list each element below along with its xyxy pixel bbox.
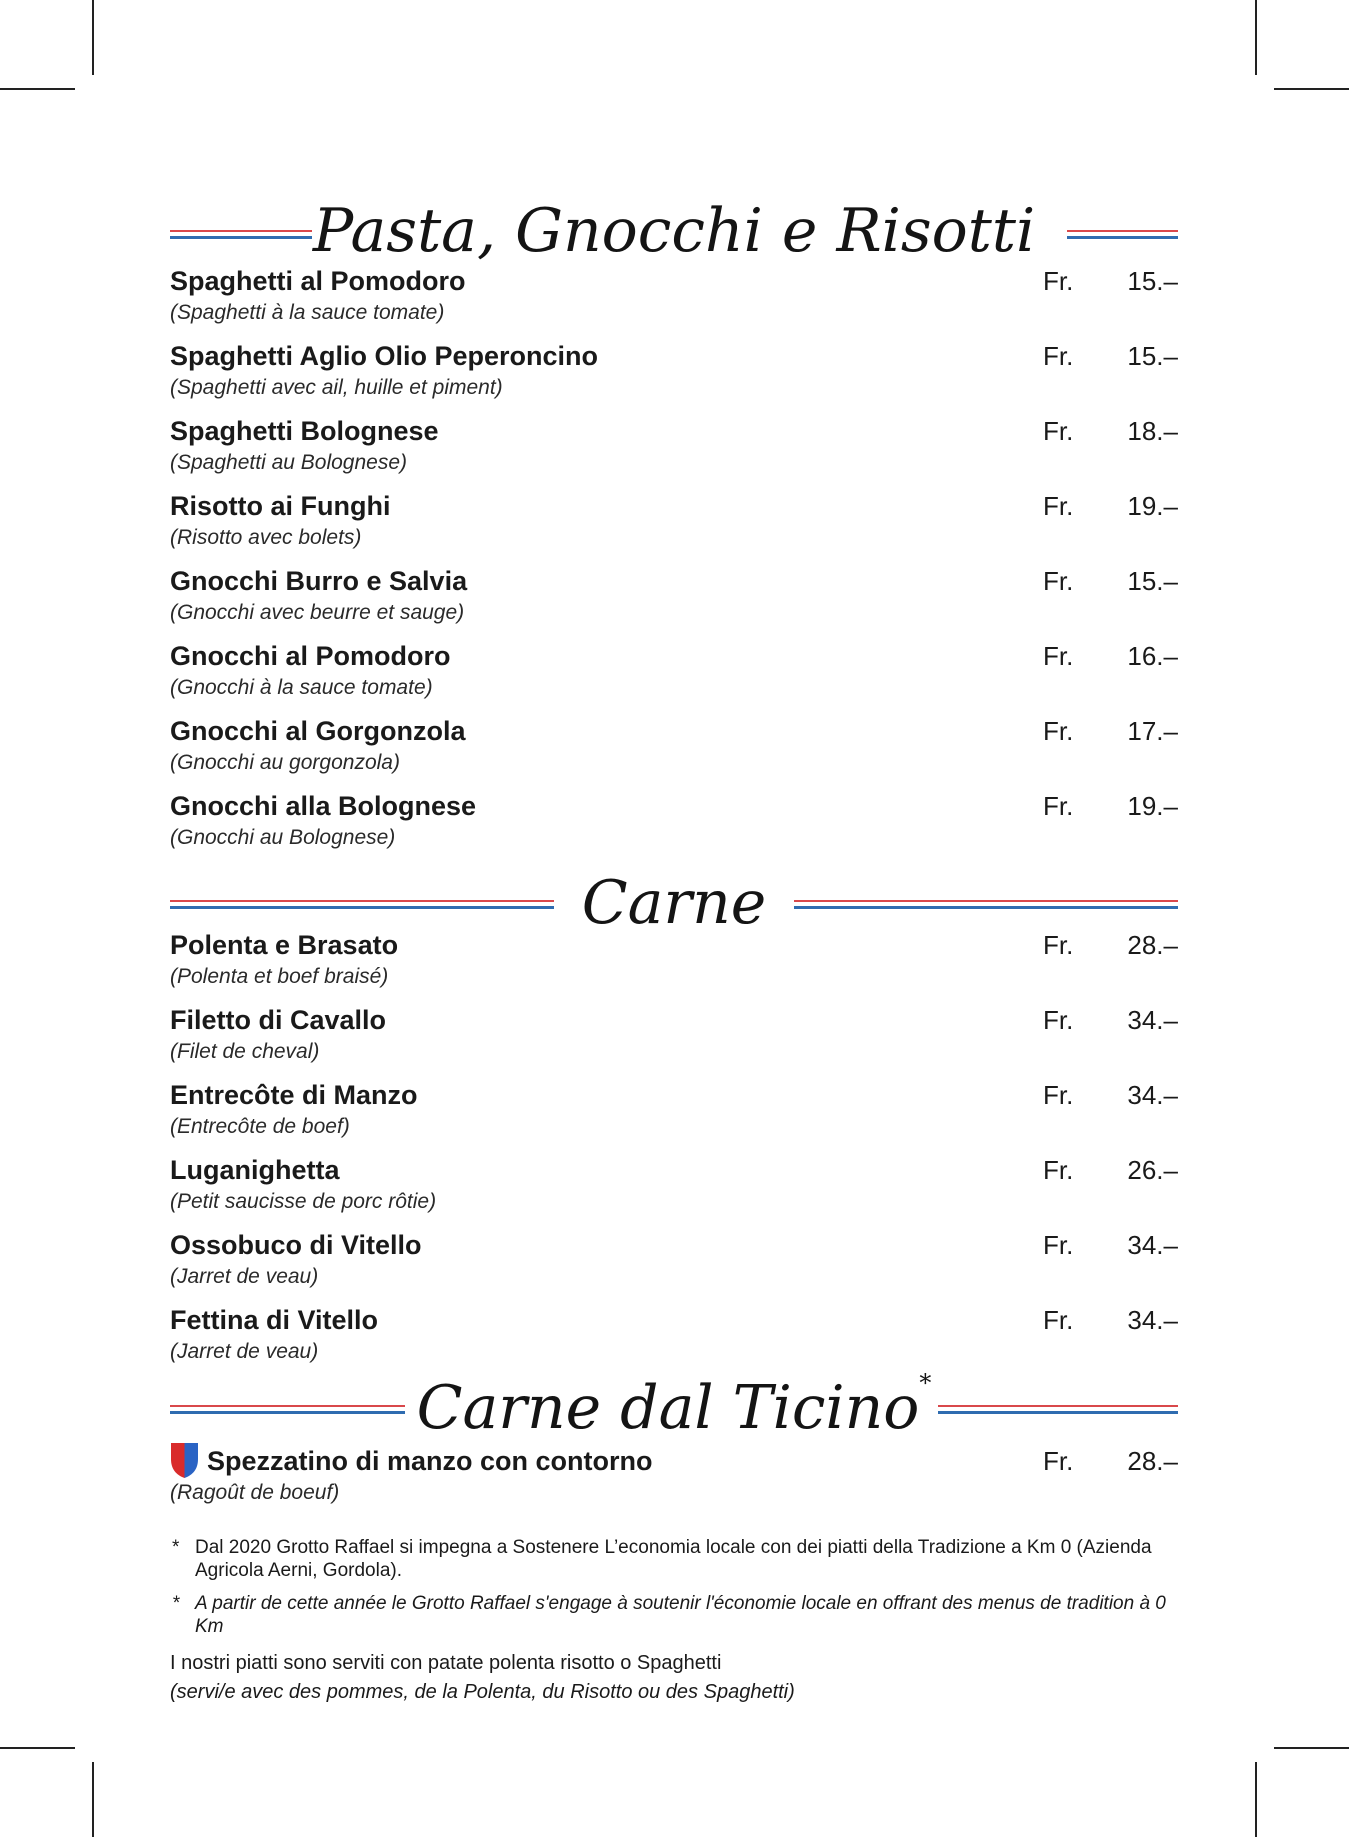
crop-mark xyxy=(92,1762,94,1837)
crop-mark xyxy=(1274,1747,1349,1749)
item-currency: Fr. xyxy=(1043,266,1074,296)
menu-item xyxy=(170,1153,1178,1223)
footnote-mark: * xyxy=(172,1537,180,1558)
crop-mark xyxy=(1274,88,1349,90)
item-price: 15.– xyxy=(1127,566,1178,596)
item-description: (Entrecôte de boef) xyxy=(170,1115,350,1138)
crop-mark xyxy=(0,88,75,90)
item-description: (Gnocchi à la sauce tomate) xyxy=(170,676,433,699)
item-currency: Fr. xyxy=(1043,1305,1074,1335)
item-price: 34.– xyxy=(1127,1230,1178,1260)
item-description: (Risotto avec bolets) xyxy=(170,526,362,549)
menu-item xyxy=(170,1078,1178,1148)
menu-item xyxy=(170,928,1178,998)
item-currency: Fr. xyxy=(1043,791,1074,821)
crop-mark xyxy=(1255,1762,1257,1837)
item-description: (Spaghetti à la sauce tomate) xyxy=(170,301,445,324)
section-title-mark: * xyxy=(919,1369,932,1397)
footer-line: I nostri piatti sono serviti con patate polenta risotto o Spaghetti xyxy=(170,1652,722,1674)
item-name: Entrecôte di Manzo xyxy=(170,1080,418,1110)
item-price: 18.– xyxy=(1127,416,1178,446)
item-price: 26.– xyxy=(1127,1155,1178,1185)
menu-item xyxy=(170,1440,1178,1510)
item-name: Ossobuco di Vitello xyxy=(170,1230,422,1260)
item-name: Spaghetti Aglio Olio Peperoncino xyxy=(170,341,599,371)
item-name: Filetto di Cavallo xyxy=(170,1005,387,1035)
crop-mark xyxy=(92,0,94,75)
item-description: (Polenta et boef braisé) xyxy=(170,965,389,988)
item-price: 34.– xyxy=(1127,1305,1178,1335)
item-price: 34.– xyxy=(1127,1080,1178,1110)
item-currency: Fr. xyxy=(1043,491,1074,521)
menu-item xyxy=(170,339,1178,409)
item-currency: Fr. xyxy=(1043,341,1074,371)
item-currency: Fr. xyxy=(1043,416,1074,446)
item-price: 16.– xyxy=(1127,641,1178,671)
item-price: 15.– xyxy=(1127,266,1178,296)
section-title: Carne xyxy=(581,868,767,938)
ticino-shield-icon xyxy=(170,1442,199,1480)
item-price: 19.– xyxy=(1127,491,1178,521)
item-currency: Fr. xyxy=(1043,566,1074,596)
item-price: 15.– xyxy=(1127,341,1178,371)
item-name: Gnocchi alla Bolognese xyxy=(170,791,477,821)
item-name: Gnocchi Burro e Salvia xyxy=(170,566,468,596)
item-description: (Jarret de veau) xyxy=(170,1265,319,1288)
item-name: Risotto ai Funghi xyxy=(170,491,391,521)
item-currency: Fr. xyxy=(1043,930,1074,960)
item-name: Gnocchi al Gorgonzola xyxy=(170,716,466,746)
item-price: 17.– xyxy=(1127,716,1178,746)
item-price: 34.– xyxy=(1127,1005,1178,1035)
menu-item xyxy=(170,564,1178,634)
footer-line-translation: (servi/e avec des pommes, de la Polenta, du Risotto ou des Spaghetti) xyxy=(170,1681,795,1703)
item-price: 28.– xyxy=(1127,930,1178,960)
item-currency: Fr. xyxy=(1043,1230,1074,1260)
item-name: Gnocchi al Pomodoro xyxy=(170,641,451,671)
footnote-text: A partir de cette année le Grotto Raffael s'engage à soutenir l'économie locale en offrant des menus de tradition à 0 Km xyxy=(195,1593,1166,1637)
menu-item xyxy=(170,1228,1178,1298)
item-name: Polenta e Brasato xyxy=(170,930,399,960)
footnote-mark: * xyxy=(172,1593,180,1614)
section-title: Pasta, Gnocchi e Risotti xyxy=(312,196,1036,266)
item-description: (Gnocchi au Bolognese) xyxy=(170,826,396,849)
section-title-text: Carne dal Ticino xyxy=(416,1373,920,1443)
item-currency: Fr. xyxy=(1043,641,1074,671)
item-name: Spaghetti al Pomodoro xyxy=(170,266,466,296)
item-currency: Fr. xyxy=(1043,716,1074,746)
section-header xyxy=(170,186,1178,276)
item-name: Spezzatino di manzo con contorno xyxy=(207,1446,653,1476)
item-description: (Gnocchi au gorgonzola) xyxy=(170,751,400,774)
item-name: Fettina di Vitello xyxy=(170,1305,379,1335)
menu-item xyxy=(170,264,1178,334)
menu-item xyxy=(170,714,1178,784)
item-description: (Spaghetti avec ail, huille et piment) xyxy=(170,376,503,399)
footnote-text: Dal 2020 Grotto Raffael si impegna a Sostenere L’economia locale con dei piatti della Tradizione a Km 0 (Azienda Agricola Aerni, Gordola). xyxy=(195,1537,1152,1581)
item-currency: Fr. xyxy=(1043,1005,1074,1035)
item-description: (Petit saucisse de porc rôtie) xyxy=(170,1190,437,1213)
menu-item xyxy=(170,639,1178,709)
item-name: Spaghetti Bolognese xyxy=(170,416,439,446)
item-currency: Fr. xyxy=(1043,1155,1074,1185)
menu-item xyxy=(170,1003,1178,1073)
menu-item xyxy=(170,789,1178,859)
item-description: (Ragoût de boeuf) xyxy=(170,1481,340,1504)
crop-mark xyxy=(1255,0,1257,75)
menu-item xyxy=(170,489,1178,559)
item-description: (Spaghetti au Bolognese) xyxy=(170,451,407,474)
item-description: (Filet de cheval) xyxy=(170,1040,320,1063)
menu-item xyxy=(170,414,1178,484)
item-description: (Gnocchi avec beurre et sauge) xyxy=(170,601,465,624)
item-price: 28.– xyxy=(1127,1446,1178,1476)
item-currency: Fr. xyxy=(1043,1080,1074,1110)
item-currency: Fr. xyxy=(1043,1446,1074,1476)
item-description: (Jarret de veau) xyxy=(170,1340,319,1363)
item-price: 19.– xyxy=(1127,791,1178,821)
item-name: Luganighetta xyxy=(170,1155,340,1185)
crop-mark xyxy=(0,1747,75,1749)
